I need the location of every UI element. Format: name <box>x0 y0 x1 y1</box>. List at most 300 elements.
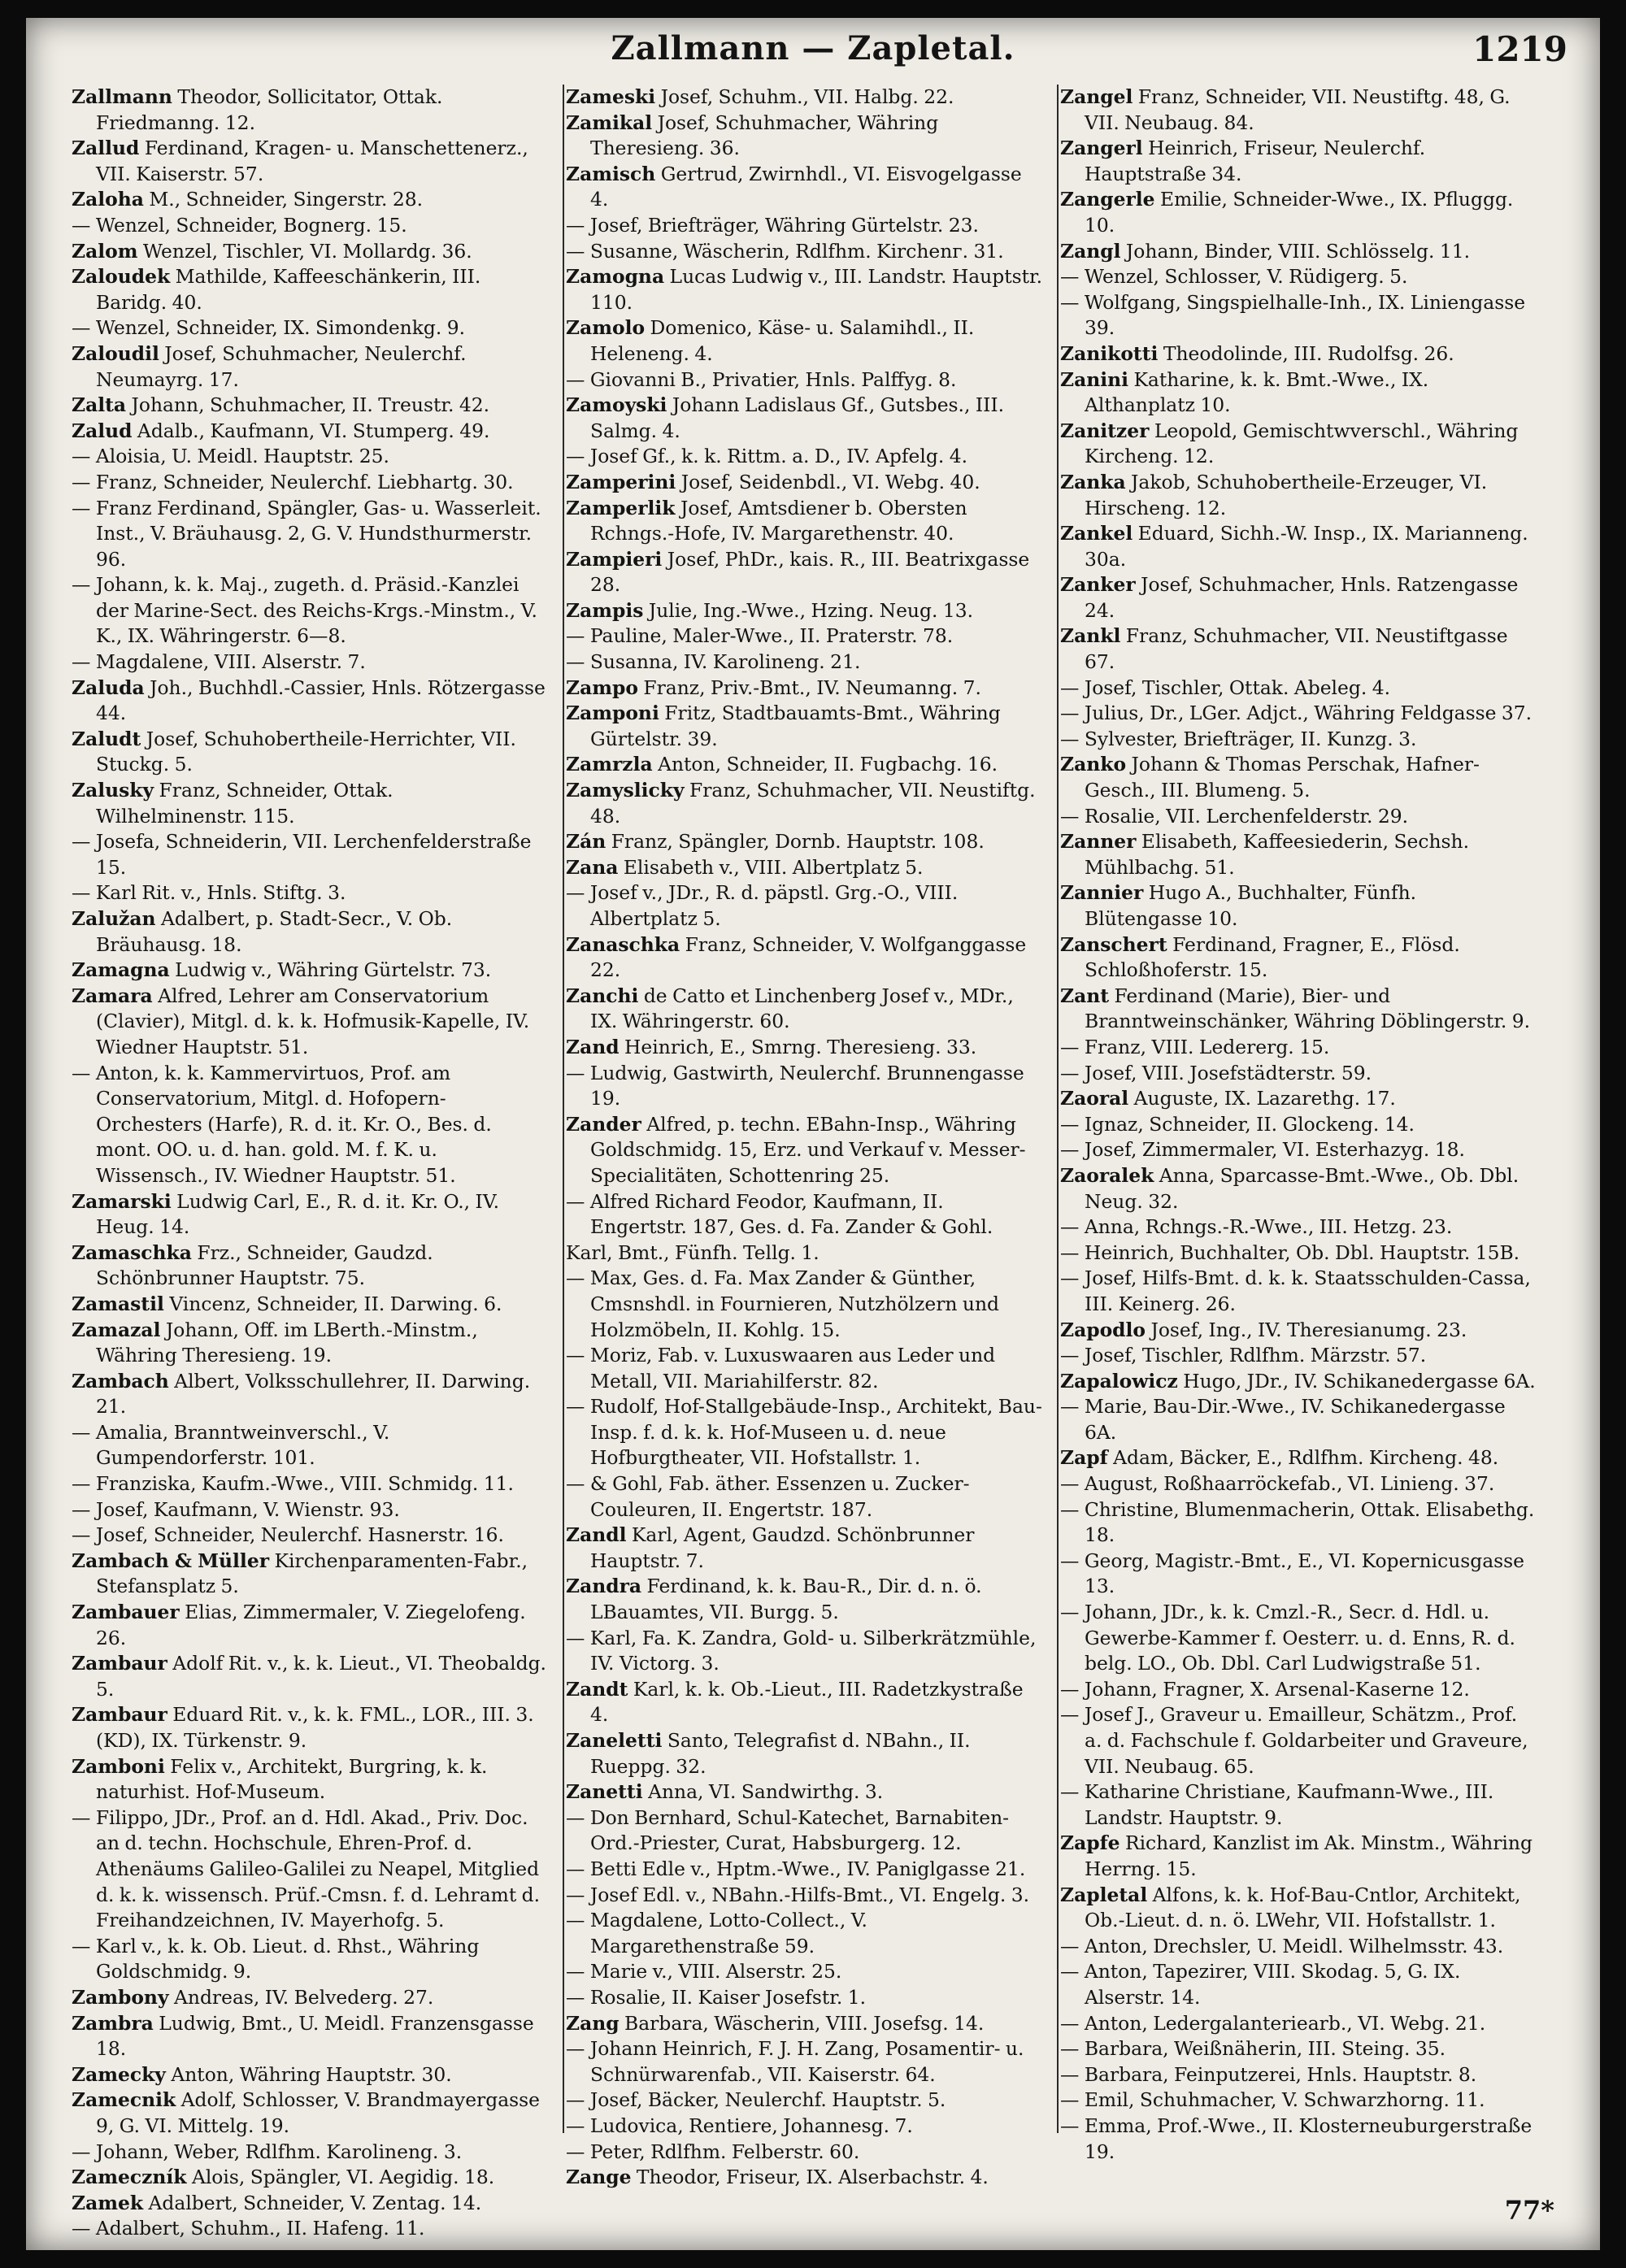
entry-details: Frz., Schneider, Gaudzd. Schönbrunner Hauptstr. 75. <box>96 1240 433 1290</box>
directory-entry <box>566 470 1044 496</box>
directory-entry <box>566 1677 1044 1728</box>
entry-details: Eduard, Sichh.-W. Insp., IX. Marianneng. 30a. <box>1085 522 1528 571</box>
directory-entry <box>566 1959 1044 1985</box>
entry-details: — Barbara, Weißnäherin, III. Steing. 35. <box>1060 2037 1446 2061</box>
entry-details: Gertrud, Zwirnhdl., VI. Eisvogelgasse 4. <box>590 162 1022 211</box>
directory-entry <box>72 984 550 1061</box>
entry-details: Auguste, IX. Lazarethg. 17. <box>1133 1087 1396 1110</box>
entry-details: Franz, Schneider, VII. Neustiftg. 48, G. VII. Neubaug. 84. <box>1085 85 1511 134</box>
entry-details: — Amalia, Branntweinverschl., V. Gumpendorferstr. 101. <box>72 1420 390 1470</box>
entry-details: Elisabeth, Kaffeesiederin, Sechsh. Mühlbachg. 51. <box>1085 830 1470 879</box>
entry-surname: Zankel <box>1060 522 1133 545</box>
entry-details: Ludwig, Bmt., U. Meidl. Franzensgasse 18. <box>96 2011 534 2061</box>
entry-details: — Ignaz, Schneider, II. Glockeng. 14. <box>1060 1112 1415 1136</box>
entry-details: Karl, k. k. Ob.-Lieut., III. Radetzkystraße 4. <box>590 1677 1024 1727</box>
entry-details: Alfred, Lehrer am Conservatorium (Clavier), Mitgl. d. k. k. Hofmusik-Kapelle, IV. Wiedner Hauptstr. 51. <box>96 984 530 1058</box>
entry-details: Joh., Buchhdl.-Cassier, Hnls. Rötzergasse 44. <box>96 676 546 725</box>
entry-details: Julie, Ing.-Wwe., Hzing. Neug. 13. <box>648 598 974 622</box>
directory-entry <box>1060 1240 1538 1267</box>
entry-surname: Zamarski <box>72 1189 172 1213</box>
entry-details: Domenico, Käse- u. Salamihdl., II. Heleneng. 4. <box>590 316 975 365</box>
directory-entry <box>72 650 550 676</box>
directory-page <box>26 18 1600 2250</box>
directory-entry <box>1060 1214 1538 1240</box>
entry-details: Franz, Spängler, Dornb. Hauptstr. 108. <box>611 830 985 854</box>
directory-entry <box>72 2216 550 2242</box>
entry-details: Anton, Schneider, II. Fugbachg. 16. <box>658 753 998 776</box>
entry-surname: Zangel <box>1060 85 1133 108</box>
entry-surname: Zanini <box>1060 367 1129 391</box>
entry-surname: Zamikal <box>566 111 653 134</box>
directory-entry <box>1060 1677 1538 1703</box>
directory-entry <box>566 1240 1044 1267</box>
directory-entry <box>566 1883 1044 1909</box>
entry-details: — August, Roßhaarröckefab., VI. Linieng. 37. <box>1060 1472 1495 1496</box>
entry-details: Wenzel, Tischler, VI. Mollardg. 36. <box>142 239 472 263</box>
entry-surname: Zampieri <box>566 547 663 571</box>
entry-surname: Zallud <box>72 137 140 160</box>
directory-entry <box>72 1292 550 1318</box>
directory-entry <box>72 315 550 341</box>
entry-details: Adolf, Schlosser, V. Brandmayergasse 9, G. VI. Mittelg. 19. <box>96 2088 541 2137</box>
directory-entry <box>1060 1831 1538 1882</box>
directory-entry <box>72 1985 550 2011</box>
entry-details: — Sylvester, Briefträger, II. Kunzg. 3. <box>1060 727 1417 750</box>
entry-details: Josef, Ing., IV. Theresianumg. 23. <box>1150 1318 1467 1341</box>
entry-details: Theodolinde, III. Rudolfsg. 26. <box>1163 341 1454 365</box>
directory-entry <box>1060 1702 1538 1779</box>
entry-details: — Karl, Fa. K. Zandra, Gold- u. Silberkrätzmühle, IV. Victorg. 3. <box>566 1626 1037 1675</box>
directory-entry <box>566 1061 1044 1112</box>
directory-entry <box>72 1369 550 1420</box>
directory-entry <box>566 1908 1044 1959</box>
entry-details: Albert, Volksschullehrer, II. Darwing. 21. <box>96 1369 531 1419</box>
entry-details: Jakob, Schuhobertheile-Erzeuger, VI. Hirscheng. 12. <box>1085 470 1488 519</box>
entry-details: Karl, Agent, Gaudzd. Schönbrunner Hauptstr. 7. <box>590 1523 975 1572</box>
entry-surname: Zanikotti <box>1060 341 1159 365</box>
entry-details: — Magdalene, Lotto-Collect., V. Margarethenstraße 59. <box>566 1909 867 1957</box>
directory-entry <box>1060 880 1538 932</box>
directory-entry <box>1060 752 1538 803</box>
entry-details: — Wolfgang, Singspielhalle-Inh., IX. Liniengasse 39. <box>1060 290 1526 340</box>
entry-details: Lucas Ludwig v., III. Landstr. Hauptstr. 110. <box>590 265 1043 314</box>
directory-entry <box>72 1497 550 1523</box>
entry-details: Theodor, Friseur, IX. Alserbachstr. 4. <box>636 2166 989 2189</box>
entry-details: Johann, Binder, VIII. Schlösselg. 11. <box>1125 239 1471 263</box>
directory-entry <box>566 984 1044 1035</box>
directory-entry <box>1060 470 1538 521</box>
entry-details: Hugo, JDr., IV. Schikanedergasse 6A. <box>1183 1369 1536 1393</box>
directory-entry <box>72 906 550 958</box>
directory-entry <box>566 496 1044 547</box>
entry-surname: Zalta <box>72 393 127 417</box>
entry-details: — Don Bernhard, Schul-Katechet, Barnabiten-Ord.-Priester, Curat, Habsburgerg. 12. <box>566 1805 1010 1855</box>
entry-details: Adalb., Kaufmann, VI. Stumperg. 49. <box>137 419 490 442</box>
directory-entry <box>566 315 1044 367</box>
entry-details: — Emma, Prof.-Wwe., II. Klosterneuburgerstraße 19. <box>1060 2114 1533 2163</box>
directory-entry <box>566 829 1044 855</box>
directory-entry <box>566 880 1044 932</box>
directory-entry <box>1060 2088 1538 2114</box>
directory-entry <box>1060 239 1538 265</box>
entry-surname: Zamecky <box>72 2062 166 2086</box>
directory-entry <box>1060 419 1538 470</box>
entry-details: M., Schneider, Singerstr. 28. <box>149 188 424 211</box>
entry-details: — Marie v., VIII. Alserstr. 25. <box>566 1960 842 1983</box>
directory-entry <box>72 1240 550 1292</box>
directory-entry <box>72 1754 550 1805</box>
directory-entry <box>566 162 1044 213</box>
entry-details: Josef, Seidenbdl., VI. Webg. 40. <box>680 470 980 493</box>
entry-surname: Zaloha <box>72 188 144 211</box>
directory-entry <box>1060 1343 1538 1369</box>
entry-details: — Josef, Tischler, Rdlfhm. Märzstr. 57. <box>1060 1344 1427 1367</box>
directory-entry <box>72 187 550 213</box>
entry-surname: Zana <box>566 855 619 879</box>
entry-surname: Zalusky <box>72 779 154 802</box>
entry-details: — Rosalie, II. Kaiser Josefstr. 1. <box>566 1985 867 2009</box>
directory-entry <box>72 1934 550 1985</box>
entry-surname: Zaloudil <box>72 341 159 365</box>
entry-surname: Zamastil <box>72 1292 164 1315</box>
entry-details: — Ludovica, Rentiere, Johannesg. 7. <box>566 2114 913 2137</box>
entry-surname: Zapalowicz <box>1060 1369 1178 1393</box>
directory-entry <box>72 1318 550 1369</box>
entry-surname: Zapf <box>1060 1446 1108 1470</box>
directory-entry <box>566 239 1044 265</box>
directory-entry <box>566 1626 1044 1677</box>
directory-entry <box>72 1702 550 1753</box>
directory-entry <box>566 1343 1044 1394</box>
entry-surname: Zang <box>566 2011 620 2035</box>
entry-details: — Josef, Bäcker, Neulerchf. Hauptstr. 5. <box>566 2088 946 2112</box>
entry-details: — Barbara, Feinputzerei, Hnls. Hauptstr. 8. <box>1060 2062 1477 2086</box>
entry-surname: Zamperini <box>566 470 676 493</box>
directory-entry <box>72 264 550 315</box>
entry-details: Alfred, p. techn. EBahn-Insp., Währing Goldschmidg. 15, Erz. und Verkauf v. Messer-Specialitäten, Schottenring 25. <box>590 1112 1026 1187</box>
page-number: 1219 <box>1472 29 1567 69</box>
column-2 <box>566 85 1044 2189</box>
directory-entry <box>566 393 1044 444</box>
entry-surname: Zambony <box>72 1985 169 2009</box>
entry-surname: Zalom <box>72 239 138 263</box>
entry-details: Adolf Rit. v., k. k. Lieut., VI. Theobaldg. 5. <box>96 1652 546 1701</box>
entry-details: — Julius, Dr., LGer. Adjct., Währing Feldgasse 37. <box>1060 702 1533 725</box>
entry-details: Alfons, k. k. Hof-Bau-Cntlor, Architekt, Ob.-Lieut. d. n. ö. LWehr, VII. Hofstallstr. 1. <box>1085 1883 1521 1932</box>
entry-details: Emilie, Schneider-Wwe., IX. Pfluggg. 10. <box>1085 188 1514 237</box>
directory-entry <box>1060 1445 1538 1471</box>
entry-surname: Zamaschka <box>72 1240 192 1264</box>
entry-surname: Zandl <box>566 1523 627 1547</box>
entry-surname: Zamogna <box>566 265 665 289</box>
entry-details: — Franz Ferdinand, Spängler, Gas- u. Wasserleit. Inst., V. Bräuhausg. 2, G. V. Hundsthurmerstr. 96. <box>72 496 541 571</box>
entry-details: — Johann Heinrich, F. J. H. Zang, Posamentir- u. Schnürwarenfab., VII. Kaiserstr. 64. <box>566 2037 1024 2086</box>
entry-surname: Zanaschka <box>566 932 680 956</box>
entry-surname: Zandra <box>566 1575 642 1598</box>
directory-entry <box>1060 2062 1538 2088</box>
directory-entry <box>1060 1934 1538 1960</box>
directory-entry <box>1060 1266 1538 1317</box>
entry-details: — Wenzel, Schneider, Bognerg. 15. <box>72 213 407 237</box>
directory-entry <box>566 623 1044 650</box>
entry-surname: Zaoral <box>1060 1087 1129 1110</box>
directory-entry <box>72 444 550 470</box>
entry-surname: Zallmann <box>72 85 172 108</box>
directory-entry <box>566 1574 1044 1625</box>
entry-surname: Zampo <box>566 676 638 699</box>
entry-details: Adalbert, Schneider, V. Zentag. 14. <box>148 2191 482 2214</box>
entry-details: — Alfred Richard Feodor, Kaufmann, II. Engertstr. 187, Ges. d. Fa. Zander & Gohl. <box>566 1189 993 1239</box>
entry-details: — Aloisia, U. Meidl. Hauptstr. 25. <box>72 445 389 468</box>
entry-surname: Zanchi <box>566 984 639 1007</box>
entry-details: — Christine, Blumenmacherin, Ottak. Elisabethg. 18. <box>1060 1497 1535 1547</box>
entry-details: — Marie, Bau-Dir.-Wwe., IV. Schikanedergasse 6A. <box>1060 1395 1506 1444</box>
entry-details: — Filippo, JDr., Prof. an d. Hdl. Akad., Priv. Doc. an d. techn. Hochschule, Ehren-Prof. d. Athenäums Galileo-Galilei zu Neapel, Mitglied d. k. k. wissensch. Prüf.-Cmsn. f. d. Lehramt d. Freihandzeichnen, IV. Mayerhofg. 5. <box>72 1805 541 1932</box>
directory-entry <box>72 778 550 829</box>
entry-details: — Giovanni B., Privatier, Hnls. Palffyg. 8. <box>566 367 957 391</box>
entry-details: Ludwig v., Währing Gürtelstr. 73. <box>175 958 492 982</box>
directory-entry <box>1060 1086 1538 1112</box>
entry-surname: Zangerle <box>1060 188 1155 211</box>
entry-details: Josef, Schuhmacher, Hnls. Ratzengasse 24. <box>1085 573 1519 622</box>
directory-entry <box>1060 829 1538 880</box>
entry-details: Franz, Schneider, V. Wolfganggasse 22. <box>590 932 1027 982</box>
entry-details: Kirchenparamenten-Fabr., Stefansplatz 5. <box>96 1549 528 1598</box>
entry-surname: Zapodlo <box>1060 1318 1146 1341</box>
entry-details: Alois, Spängler, VI. Aegidig. 18. <box>191 2166 495 2189</box>
directory-entry <box>566 367 1044 393</box>
entry-surname: Zamazal <box>72 1318 161 1341</box>
entry-details: — Anton, Tapezirer, VIII. Skodag. 5, G. IX. Alserstr. 14. <box>1060 1960 1461 2009</box>
entry-details: — Josef, VIII. Josefstädterstr. 59. <box>1060 1061 1372 1084</box>
directory-entry <box>1060 1163 1538 1214</box>
entry-surname: Zand <box>566 1035 620 1058</box>
entry-details: Santo, Telegrafist d. NBahn., II. Rueppg. 32. <box>590 1729 971 1778</box>
entry-surname: Zange <box>566 2166 632 2189</box>
entry-details: Felix v., Architekt, Burgring, k. k. naturhist. Hof-Museum. <box>96 1754 488 1804</box>
directory-entry <box>72 676 550 727</box>
column-divider <box>1057 85 1059 2133</box>
directory-entry <box>566 547 1044 598</box>
entry-details: — Franz, VIII. Ledererg. 15. <box>1060 1035 1330 1058</box>
entry-surname: Zambaur <box>72 1652 167 1675</box>
directory-entry <box>566 2165 1044 2191</box>
entry-details: Theodor, Sollicitator, Ottak. Friedmanng. 12. <box>96 85 443 134</box>
directory-entry <box>566 213 1044 239</box>
entry-details: Ferdinand, Fragner, E., Flösd. Schloßhoferstr. 15. <box>1085 932 1460 982</box>
entry-surname: Zamrzla <box>566 753 653 776</box>
directory-entry <box>1060 341 1538 367</box>
entry-details: Josef, Schuhobertheile-Herrichter, VII. Stuckg. 5. <box>96 727 516 776</box>
entry-surname: Zamagna <box>72 958 170 982</box>
entry-details: — Josef J., Graveur u. Emailleur, Schätzm., Prof. a. d. Fachschule f. Goldarbeiter und Graveure, VII. Neubaug. 65. <box>1060 1703 1528 1778</box>
directory-entry <box>566 855 1044 881</box>
entry-surname: Zandt <box>566 1677 628 1701</box>
entry-surname: Zambra <box>72 2011 154 2035</box>
directory-entry <box>1060 572 1538 623</box>
entry-details: Josef, Amtsdiener b. Obersten Rchngs.-Hofe, IV. Margarethenstr. 40. <box>590 496 967 545</box>
entry-details: de Catto et Linchenberg Josef v., MDr., IX. Währingerstr. 60. <box>590 984 1014 1033</box>
entry-details: Johann, Schuhmacher, II. Treustr. 42. <box>131 393 490 417</box>
entry-surname: Zankl <box>1060 624 1121 648</box>
directory-entry <box>566 1035 1044 1061</box>
directory-entry <box>72 1600 550 1651</box>
directory-entry <box>566 2088 1044 2114</box>
directory-entry <box>566 650 1044 676</box>
directory-entry <box>72 1061 550 1189</box>
entry-surname: Zamponi <box>566 702 659 725</box>
entry-details: — Josefa, Schneiderin, VII. Lerchenfelderstraße 15. <box>72 830 532 879</box>
entry-details: Ludwig Carl, E., R. d. it. Kr. O., IV. Heug. 14. <box>96 1189 500 1239</box>
entry-details: Elias, Zimmermaler, V. Ziegelofeng. 26. <box>96 1601 526 1649</box>
entry-surname: Zampis <box>566 598 644 622</box>
directory-entry <box>1060 1497 1538 1549</box>
directory-entry <box>1060 932 1538 984</box>
directory-entry <box>566 1112 1044 1189</box>
entry-details: — Emil, Schuhmacher, V. Schwarzhorng. 11. <box>1060 2088 1485 2112</box>
directory-entry <box>1060 1394 1538 1445</box>
entry-details: — Franziska, Kaufm.-Wwe., VIII. Schmidg. 11. <box>72 1472 514 1496</box>
directory-entry <box>1060 804 1538 830</box>
entry-surname: Zamoyski <box>566 393 667 417</box>
entry-details: — Franz, Schneider, Neulerchf. Liebhartg. 30. <box>72 470 514 493</box>
directory-entry <box>1060 521 1538 572</box>
entry-details: Josef, Schuhmacher, Neulerchf. Neumayrg. 17. <box>96 341 467 391</box>
entry-surname: Zanschert <box>1060 932 1167 956</box>
directory-entry <box>566 932 1044 984</box>
directory-entry <box>566 1779 1044 1805</box>
entry-details: — Karl v., k. k. Ob. Lieut. d. Rhst., Währing Goldschmidg. 9. <box>72 1934 480 1983</box>
directory-entry <box>72 829 550 880</box>
entry-details: — Josef, Zimmermaler, VI. Esterhazyg. 18. <box>1060 1138 1465 1162</box>
directory-entry <box>1060 2036 1538 2062</box>
entry-details: Katharine, k. k. Bmt.-Wwe., IX. Althanplatz 10. <box>1085 367 1429 417</box>
entry-details: — Josef, Kaufmann, V. Wienstr. 93. <box>72 1497 400 1521</box>
directory-entry <box>566 701 1044 752</box>
directory-entry <box>1060 1035 1538 1061</box>
directory-entry <box>72 1420 550 1471</box>
directory-entry <box>1060 984 1538 1035</box>
directory-entry <box>1060 1600 1538 1677</box>
entry-details: Johann Ladislaus Gf., Gutsbes., III. Salmg. 4. <box>590 393 1005 442</box>
directory-entry <box>72 393 550 419</box>
directory-entry <box>72 1471 550 1497</box>
entry-details: — Anton, k. k. Kammervirtuos, Prof. am Conservatorium, Mitgl. d. Hofopern-Orchesters (Harfe), R. d. it. Kr. O., Bes. d. mont. OO. u. d. han. gold. M. f. K. u. Wissensch., IV. Wiedner Hauptstr. 51. <box>72 1061 492 1187</box>
directory-entry <box>566 2036 1044 2088</box>
directory-entry <box>72 572 550 650</box>
entry-details: — Anton, Drechsler, U. Meidl. Wilhelmsstr. 43. <box>1060 1934 1504 1957</box>
directory-entry <box>566 2011 1044 2037</box>
entry-details: — Susanne, Wäscherin, Rdlfhm. Kirchenг. 31. <box>566 239 1004 263</box>
entry-details: — Betti Edle v., Hptm.-Wwe., IV. Paniglgasse 21. <box>566 1857 1026 1880</box>
entry-surname: Zanker <box>1060 573 1136 597</box>
directory-entry <box>566 264 1044 315</box>
entry-surname: Zambach <box>72 1369 169 1393</box>
directory-entry <box>566 1985 1044 2011</box>
entry-surname: Zapfe <box>1060 1831 1120 1855</box>
entry-details: — Josef, Hilfs-Bmt. d. k. k. Staatsschulden-Cassa, III. Keinerg. 26. <box>1060 1267 1531 1315</box>
entry-surname: Zamek <box>72 2191 144 2214</box>
entry-details: Josef, Schuhm., VII. Halbg. 22. <box>660 85 954 108</box>
entry-details: Anna, Sparcasse-Bmt.-Wwe., Ob. Dbl. Neug. 32. <box>1085 1163 1519 1213</box>
directory-entry <box>1060 727 1538 753</box>
entry-surname: Zaloudek <box>72 265 171 289</box>
directory-entry <box>1060 623 1538 675</box>
directory-entry <box>72 1549 550 1600</box>
directory-entry <box>566 778 1044 829</box>
entry-surname: Zaoralek <box>1060 1163 1154 1187</box>
directory-entry <box>72 136 550 187</box>
entry-details: — Rosalie, VII. Lerchenfelderstr. 29. <box>1060 804 1409 828</box>
entry-details: Elisabeth v., VIII. Albertplatz 5. <box>623 855 924 879</box>
directory-entry <box>1060 701 1538 727</box>
entry-surname: Zán <box>566 830 606 854</box>
entry-surname: Zanetti <box>566 1780 643 1804</box>
entry-surname: Zaluda <box>72 676 145 699</box>
entry-details: — Anna, Rchngs.-R.-Wwe., III. Hetzg. 23. <box>1060 1215 1453 1239</box>
entry-surname: Zambaur <box>72 1703 167 1727</box>
entry-details: — Josef Gf., k. k. Rittm. a. D., IV. Apfelg. 4. <box>566 445 968 468</box>
entry-surname: Zaneletti <box>566 1729 663 1752</box>
entry-surname: Zanner <box>1060 830 1137 854</box>
entry-details: — Wenzel, Schlosser, V. Rüdigerg. 5. <box>1060 265 1408 289</box>
entry-surname: Zangl <box>1060 239 1121 263</box>
entry-details: — Josef, Tischler, Ottak. Abeleg. 4. <box>1060 676 1391 699</box>
entry-details: — Johann, Weber, Rdlfhm. Karolineng. 3. <box>72 2140 463 2163</box>
entry-details: Ferdinand, k. k. Bau-R., Dir. d. n. ö. LBauamtes, VII. Burgg. 5. <box>590 1575 982 1624</box>
directory-entry <box>1060 1137 1538 1163</box>
entry-details: — Josef, Schneider, Neulerchf. Hasnerstr. 16. <box>72 1523 504 1547</box>
entry-details: — Moriz, Fab. v. Luxuswaaren aus Leder und Metall, VII. Mariahilferstr. 82. <box>566 1344 996 1393</box>
entry-details: Franz, Schuhmacher, VII. Neustiftgasse 67. <box>1085 624 1508 674</box>
directory-entry <box>1060 2114 1538 2165</box>
directory-entry <box>72 958 550 984</box>
entry-surname: Zalud <box>72 419 133 442</box>
directory-entry <box>1060 264 1538 290</box>
entry-details: Johann & Thomas Perschak, Hafner-Gesch., III. Blumeng. 5. <box>1085 753 1480 802</box>
entry-details: — Susanna, IV. Karolineng. 21. <box>566 650 861 674</box>
entry-details: — Pauline, Maler-Wwe., II. Praterstr. 78. <box>566 624 954 648</box>
sheet-signature: 77* <box>1504 2195 1554 2226</box>
entry-surname: Zanka <box>1060 470 1126 493</box>
entry-details: Fritz, Stadtbauamts-Bmt., Währing Gürtelstr. 39. <box>590 702 1001 750</box>
entry-details: Josef, Schuhmacher, Währing Theresieng. 36. <box>590 111 939 160</box>
page-title: Zallmann — Zapletal. <box>611 29 1015 67</box>
entry-details: Franz, Schuhmacher, VII. Neustiftg. 48. <box>590 779 1036 828</box>
directory-entry <box>72 2062 550 2088</box>
directory-entry <box>566 2140 1044 2166</box>
entry-details: Richard, Kanzlist im Ak. Minstm., Währing Herrng. 15. <box>1085 1831 1533 1880</box>
directory-entry <box>566 1189 1044 1240</box>
entry-surname: Zangerl <box>1060 137 1143 160</box>
entry-details: — Ludwig, Gastwirth, Neulerchf. Brunnengasse 19. <box>566 1061 1024 1110</box>
entry-details: — Johann, JDr., k. k. Cmzl.-R., Secr. d. Hdl. u. Gewerbe-Kammer f. Oesterr. u. d. Enns, R. d. belg. LO., Ob. Dbl. Carl Ludwigstraße 51. <box>1060 1601 1515 1675</box>
directory-entry <box>72 85 550 136</box>
entry-details: Eduard Rit. v., k. k. FML., LOR., III. 3. (KD), IX. Türkenstr. 9. <box>96 1703 534 1752</box>
directory-entry <box>566 598 1044 624</box>
entry-surname: Zamperlik <box>566 496 676 519</box>
entry-details: Heinrich, E., Smrng. Theresieng. 33. <box>624 1035 977 1058</box>
directory-entry <box>1060 367 1538 419</box>
directory-entry <box>72 2140 550 2166</box>
entry-details: — Anton, Ledergalanteriearb., VI. Webg. 21. <box>1060 2011 1486 2035</box>
page-header <box>59 24 1567 73</box>
directory-entry <box>1060 1061 1538 1087</box>
directory-entry <box>1060 290 1538 341</box>
entry-surname: Zalužan <box>72 907 156 930</box>
directory-entry <box>72 470 550 496</box>
entry-surname: Zamboni <box>72 1754 165 1778</box>
